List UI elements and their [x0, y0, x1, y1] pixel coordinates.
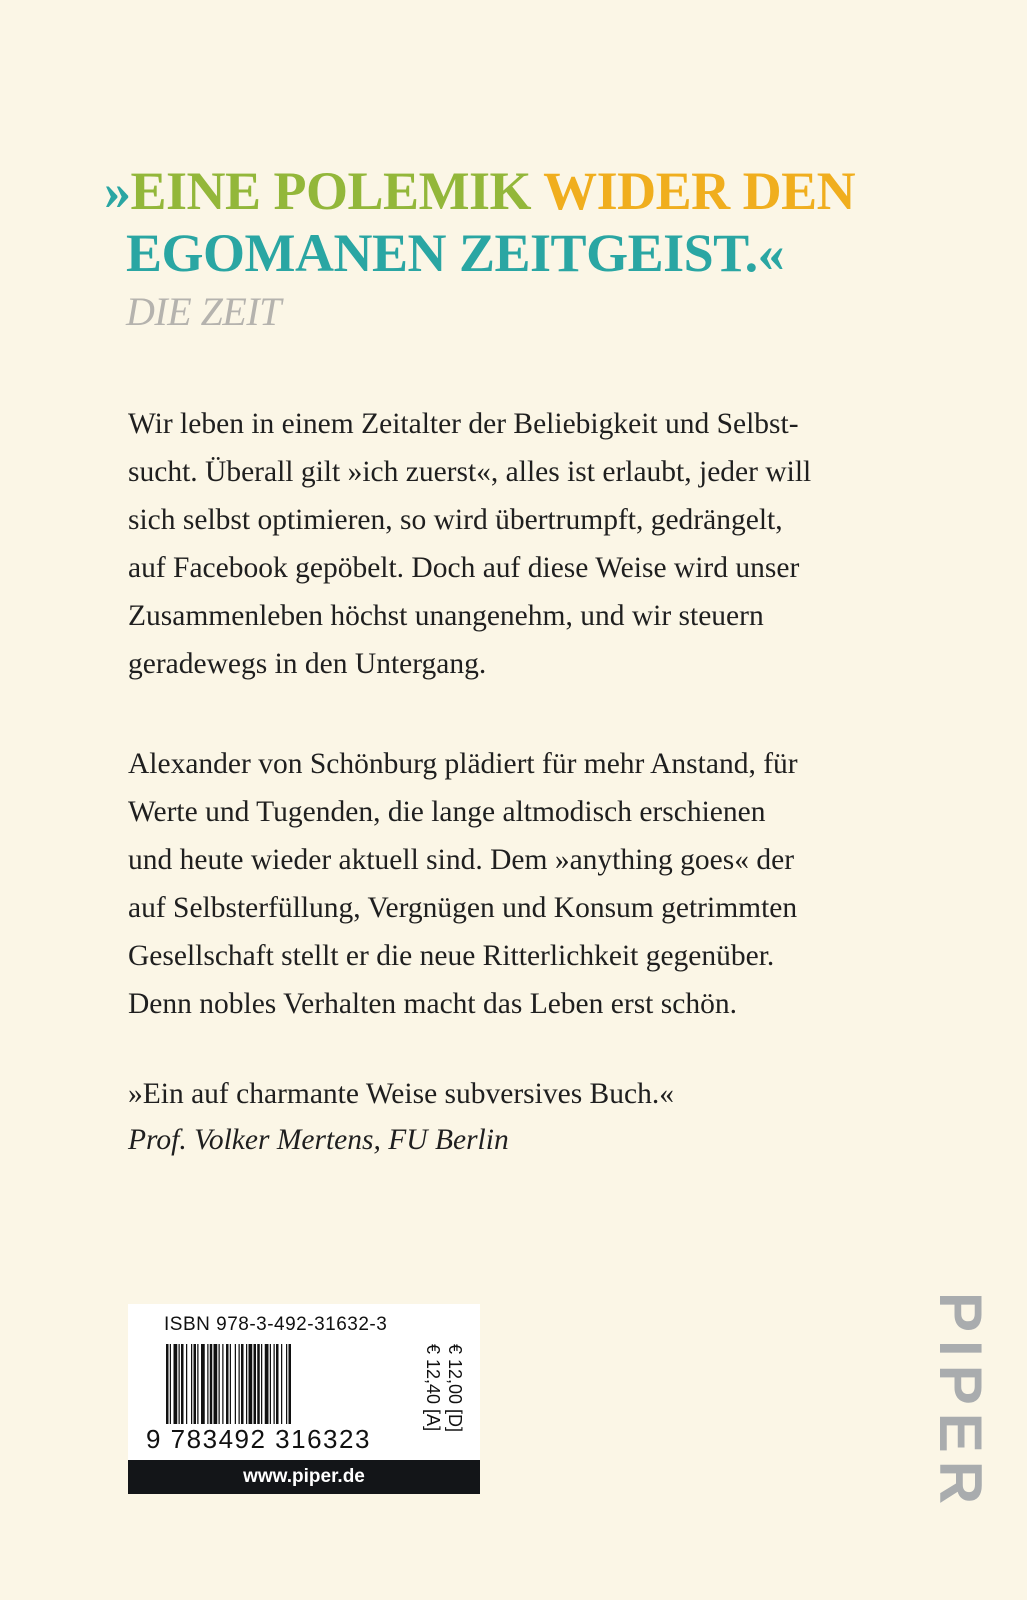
quote-source: DIE ZEIT [126, 289, 281, 334]
text-line: Denn nobles Verhalten macht das Leben erst schön. [128, 988, 737, 1020]
text-line: Wir leben in einem Zeitalter der Beliebigkeit und Selbst- [128, 408, 799, 440]
barcode-digits: 9 783492 316323 [146, 1424, 371, 1454]
blurb-paragraph-2 [128, 740, 848, 1028]
review-attribution: Prof. Volker Mertens, FU Berlin [128, 1124, 509, 1156]
price-austria: € 12,40 [A] [423, 1344, 443, 1432]
price-block [414, 1344, 474, 1442]
text-line: Alexander von Schönburg plädiert für mehr Anstand, für [128, 748, 798, 780]
isbn-label: ISBN 978-3-492-31632-3 [164, 1314, 388, 1335]
text-line: Zusammenleben höchst unangenehm, und wir steuern [128, 600, 764, 632]
text-line: auf Facebook gepöbelt. Doch auf diese Weise wird unser [128, 552, 800, 584]
headline-line-1 [104, 160, 855, 222]
piper-logo: PIPER [927, 1292, 994, 1513]
barcode-panel [128, 1304, 480, 1494]
close-quote-mark: « [757, 223, 785, 283]
headline-word-zeitgeist: EGOMANEN ZEITGEIST. [126, 223, 758, 283]
review-quote: »Ein auf charmante Weise subversives Buch.« [128, 1078, 674, 1110]
headline-word-polemik: EINE POLEMIK [130, 161, 532, 221]
publisher-url: www.piper.de [128, 1460, 480, 1494]
headline-quote [104, 160, 855, 284]
text-line: Werte und Tugenden, die lange altmodisch erschienen [128, 796, 766, 828]
price-germany: € 12,00 [D] [445, 1344, 465, 1433]
text-line: Gesellschaft stellt er die neue Ritterlichkeit gegenüber. [128, 940, 775, 972]
text-line: auf Selbsterfüllung, Vergnügen und Konsum getrimmten [128, 892, 798, 924]
open-quote-mark: » [104, 161, 131, 221]
text-line: geradewegs in den Untergang. [128, 648, 487, 680]
text-line: sucht. Überall gilt »ich zuerst«, alles ist erlaubt, jeder will [128, 456, 812, 488]
headline-word-wider-den: WIDER DEN [543, 161, 856, 221]
text-line: sich selbst optimieren, so wird übertrumpft, gedrängelt, [128, 504, 783, 536]
headline-line-2 [104, 222, 855, 284]
text-line: und heute wieder aktuell sind. Dem »anything goes« der [128, 844, 795, 876]
blurb-paragraph-1 [128, 400, 848, 688]
